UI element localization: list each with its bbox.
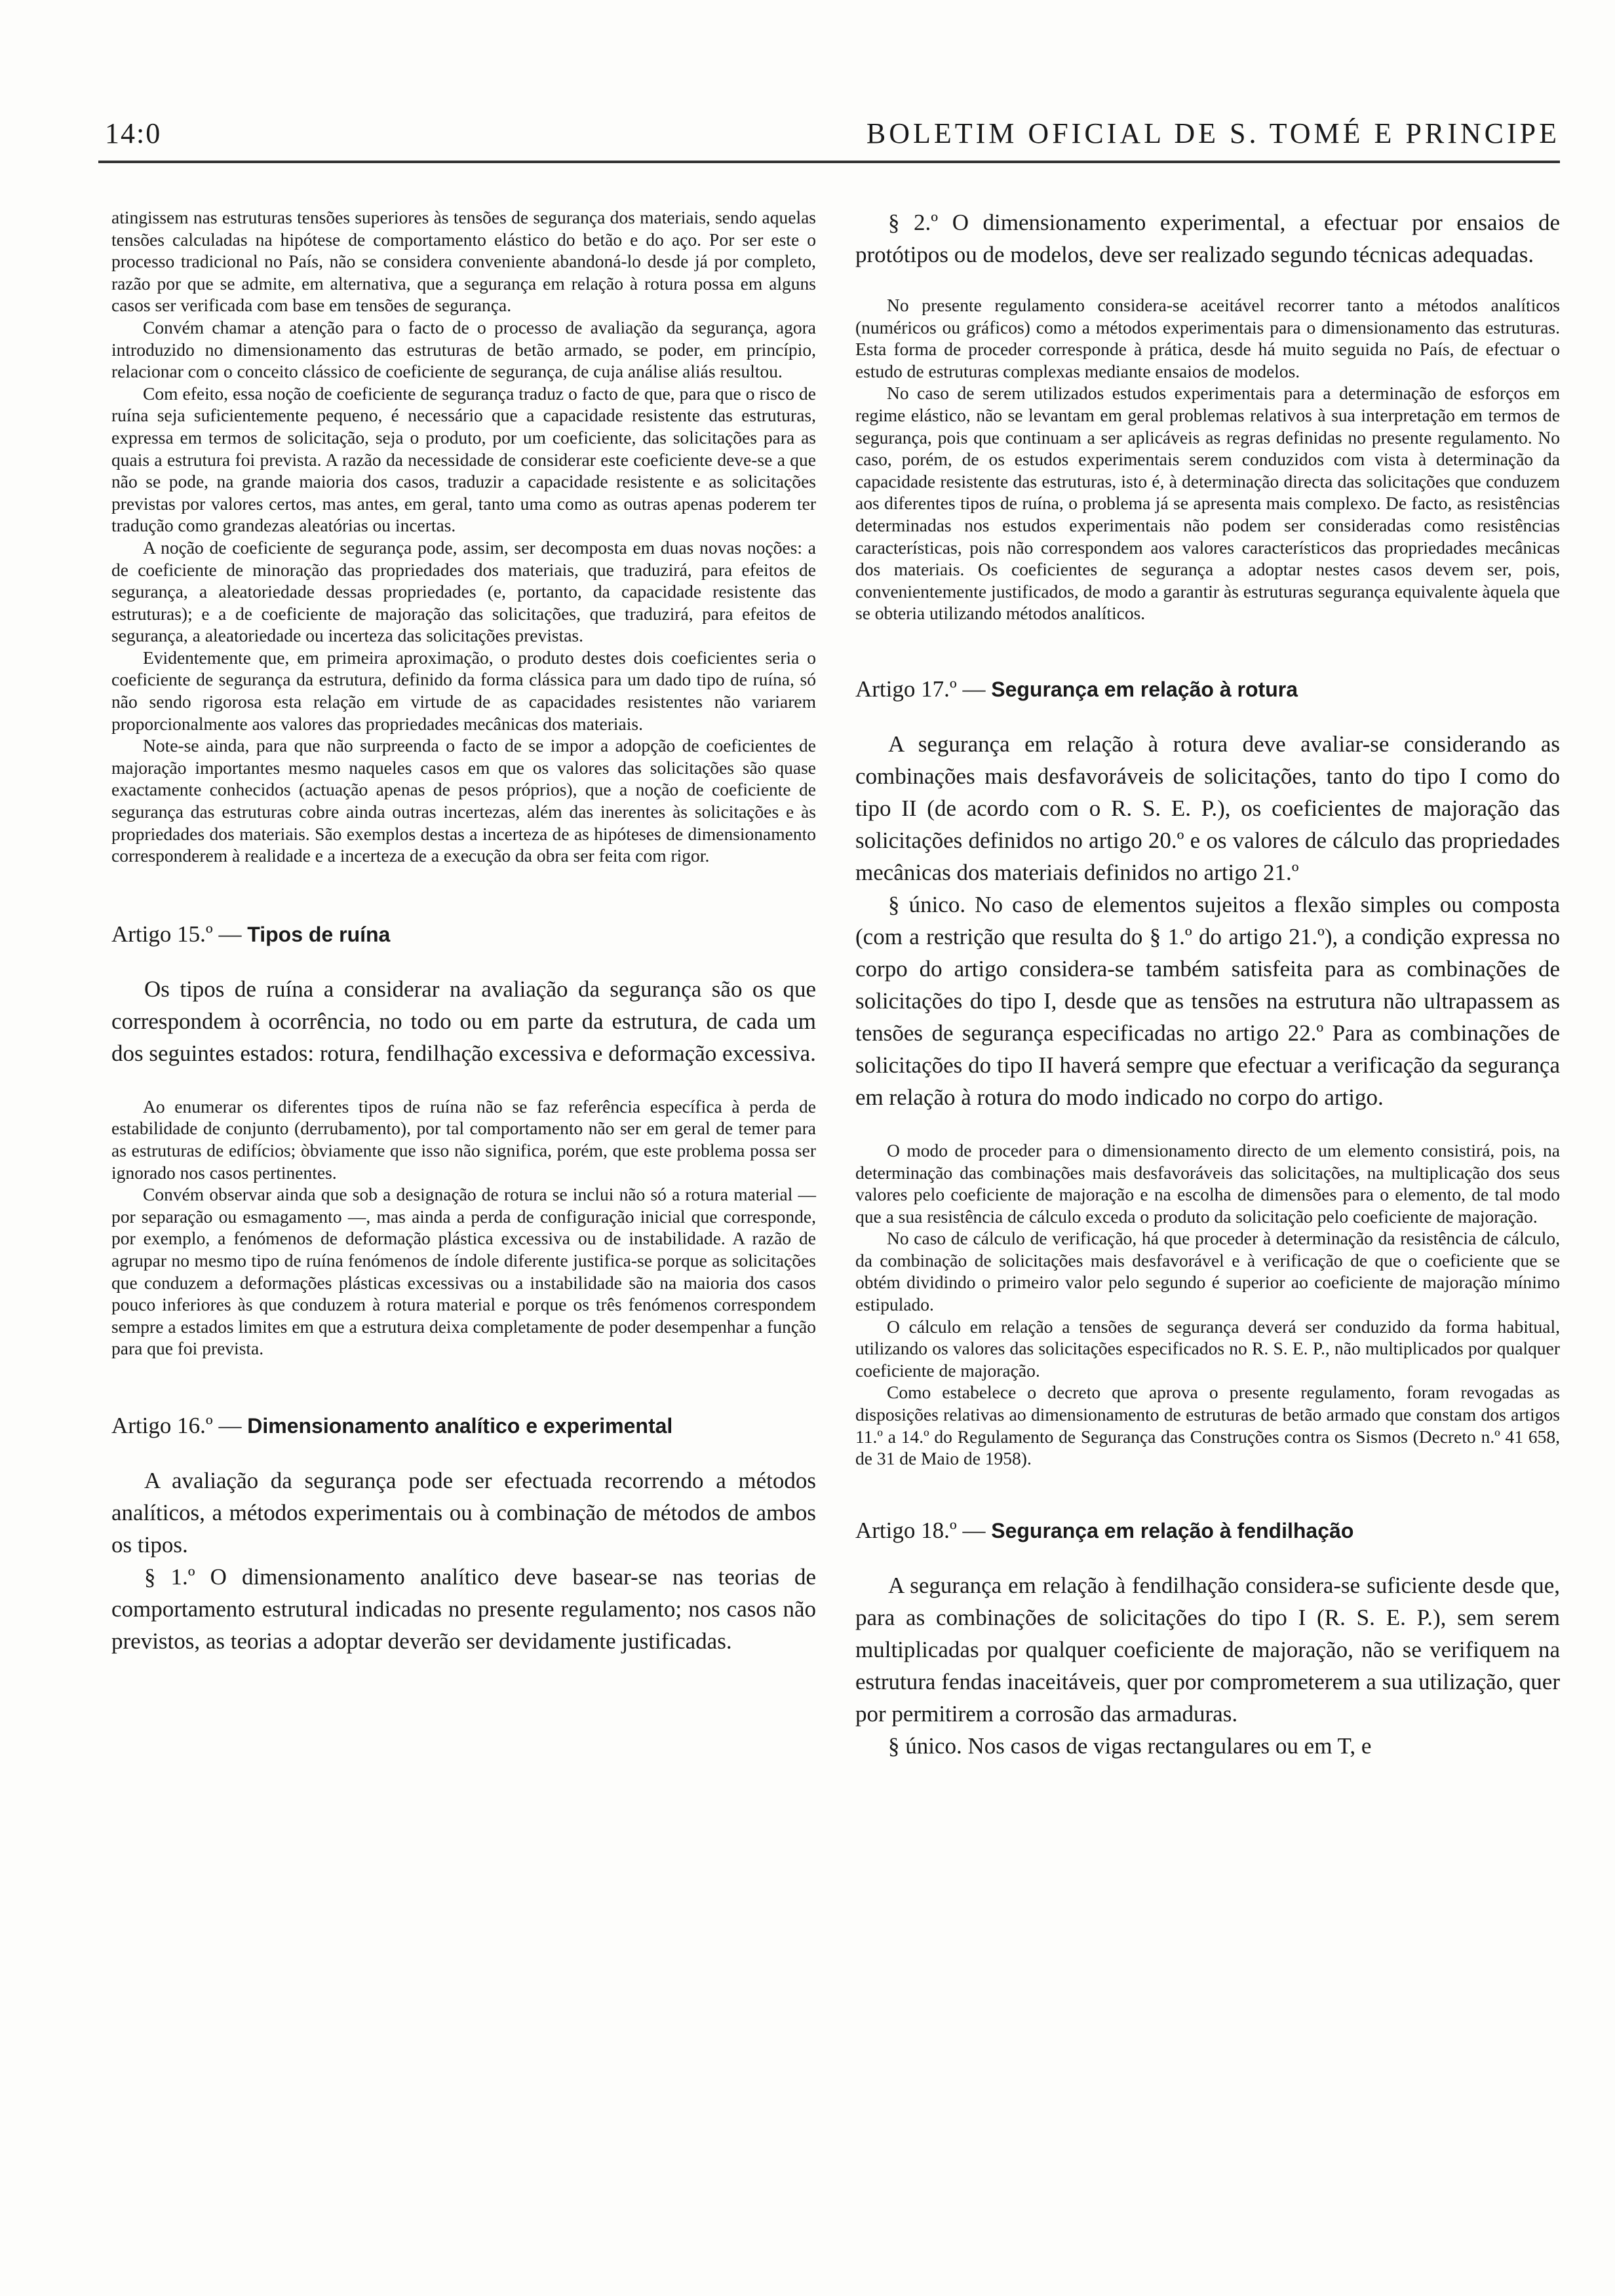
paragraph: Evidentemente que, em primeira aproximação, o produto destes dois coeficientes seria o coeficiente de segurança da estrutura, definido da forma clássica para um dado tipo de ruína, só não sendo rigorosa esta relação em virtude de as capacidades resistentes não variarem proporcionalmente aos valores das propriedades mecânicas dos materiais. xyxy=(111,647,816,734)
paragraph: O cálculo em relação a tensões de segurança deverá ser conduzido da forma habitual, utilizando os valores das solicitações especificados no R. S. E. P., não multiplicados por qualquer coeficiente de majoração. xyxy=(855,1316,1560,1381)
paragraph: Como estabelece o decreto que aprova o presente regulamento, foram revogadas as disposições relativas ao dimensionamento de estruturas de betão armado que constam dos artigos 11.º a 14.º do Regulamento de Segurança das Construções contra os Sismos (Decreto n.º 41 658, de 31 de Maio de 1958). xyxy=(855,1382,1560,1469)
article-label: Artigo 18.º — xyxy=(855,1517,986,1543)
article-label: Artigo 17.º — xyxy=(855,676,986,702)
paragraph: Convém observar ainda que sob a designação de rotura se inclui não só a rotura material — por separação ou esmagamento —, mas ainda a perda de configuração inicial que corresponde, por exemplo, a fenómenos de deformação plástica excessiva ou de instabilidade. A razão de agrupar no mesmo tipo de ruína fenómenos de índole diferente justifica-se porque as solicitações que conduzem a deformações plásticas excessivas ou a instabilidade são na maioria dos casos pouco inferiores às que conduzem à rotura material e porque os três fenómenos correspondem sempre a estados limites em que a estrutura deixa completamente de poder desempenhar a função para que foi prevista. xyxy=(111,1184,816,1359)
article-label: Artigo 16.º — xyxy=(111,1412,242,1438)
article-15-body xyxy=(111,973,816,1069)
article-label: Artigo 15.º — xyxy=(111,921,242,947)
paragraph: Ao enumerar os diferentes tipos de ruína não se faz referência específica à perda de estabilidade de conjunto (derrubamento), por tal comportamento não ser em geral de temer para as estruturas de edifícios; òbviamente que isso não significa, porém, que este problema possa ser ignorado nos casos pertinentes. xyxy=(111,1096,816,1183)
article-title: Tipos de ruína xyxy=(247,922,391,946)
paragraph: A noção de coeficiente de segurança pode, assim, ser decomposta em duas novas noções: a de coeficiente de minoração das propriedades dos materiais, que traduzirá, para efeitos de segurança, a aleatoriedade dessas propriedades (e, portanto, da capacidade resistente das estruturas); e a de coeficiente de majoração das solicitações, que traduzirá, para efeitos de segurança, a aleatoriedade ou incerteza das solicitações previstas. xyxy=(111,537,816,646)
paragraph: atingissem nas estruturas tensões superiores às tensões de segurança dos materiais, sendo aquelas tensões calculadas na hipótese de comportamento elástico do betão e do aço. Por ser este o processo tradicional no País, não se considera conveniente abandoná-lo desde já por completo, razão por que se admite, em alternativa, que a segurança em relação à rotura possa em alguns casos ser verificada com base em tensões de segurança. xyxy=(111,207,816,316)
page-number: 14:0 xyxy=(105,117,162,149)
left-column xyxy=(111,206,816,1657)
header-rule xyxy=(98,161,1560,163)
paragraph: A segurança em relação à fendilhação considera-se suficiente desde que, para as combinações de solicitações do tipo I (R. S. E. P.), sem serem multiplicadas por qualquer coeficiente de majoração, não se verifiquem na estrutura fendas inaceitáveis, quer por comprometerem a sua utilização, quer por permitirem a corrosão das armaduras. xyxy=(855,1572,1560,1727)
intro-notes xyxy=(111,206,816,867)
paragraph: A segurança em relação à rotura deve avaliar-se considerando as combinações mais desfavoráveis de solicitações, tanto do tipo I como do tipo II (de acordo com o R. S. E. P.), os coeficientes de majoração das solicitações definidos no artigo 20.º e os valores de cálculo das propriedades mecânicas dos materiais definidos no artigo 21.º xyxy=(855,731,1560,885)
article-18-body xyxy=(855,1569,1560,1762)
paragraph: Os tipos de ruína a considerar na avaliação da segurança são os que correspondem à ocorrência, no todo ou em parte da estrutura, de cada um dos seguintes estados: rotura, fendilhação excessiva e deformação excessiva. xyxy=(111,976,816,1066)
article-17-notes xyxy=(855,1139,1560,1470)
article-17-body xyxy=(855,728,1560,1113)
paragraph: O modo de proceder para o dimensionamento directo de um elemento consistirá, pois, na determinação das combinações mais desfavoráveis das solicitações, na multiplicação dos seus valores pelo coeficiente de majoração e na escolha de dimensões para o elemento, de tal modo que a sua resistência de cálculo exceda o produto da solicitação pelo coeficiente de majoração. xyxy=(855,1139,1560,1227)
right-column xyxy=(855,206,1560,1762)
paragraph: No caso de serem utilizados estudos experimentais para a determinação de esforços em regime elástico, não se levantam em geral problemas relativos à sua interpretação em termos de segurança, pois que continuam a ser aplicáveis as regras definidas no presente regulamento. No caso, porém, de os estudos experimentais serem conduzidos com vista à determinação da capacidade resistente das estruturas, isto é, à determinação directa das solicitações que conduzem aos diferentes tipos de ruína, o problema já se apresenta mais complexo. De facto, as resistências determinadas nos estudos experimentais não podem ser consideradas como resistências características, pois não correspondem aos valores característicos das propriedades mecânicas dos materiais. Os coeficientes de segurança a adoptar nestes casos devem ser, pois, convenientemente justificados, de modo a garantir às estruturas segurança equivalente àquela que se obteria utilizando métodos analíticos. xyxy=(855,383,1560,624)
paragraph: Note-se ainda, para que não surpreenda o facto de se impor a adopção de coeficientes de majoração importantes mesmo naqueles casos em que os valores das solicitações são quase exactamente conhecidos (actuação apenas de pesos próprios), que a noção de coeficiente de segurança das estruturas cobre ainda outras incertezas, além das inerentes às solicitações e às propriedades dos materiais. São exemplos destas a incerteza de as hipóteses de dimensionamento corresponderem à realidade e a incerteza de a execução da obra ser feita com rigor. xyxy=(111,735,816,866)
page-header xyxy=(105,105,1560,164)
article-title: Dimensionamento analítico e experimental xyxy=(247,1413,673,1438)
article-18-heading xyxy=(855,1516,1560,1546)
article-17-heading xyxy=(855,674,1560,704)
article-16-body xyxy=(111,1464,816,1657)
article-16-heading xyxy=(111,1411,816,1441)
publication-title: BOLETIM OFICIAL DE S. TOMÉ E PRINCIPE xyxy=(866,117,1560,149)
article-15-heading xyxy=(111,919,816,949)
paragraph: No caso de cálculo de verificação, há que proceder à determinação da resistência de cálculo, da combinação de solicitações mais desfavorável e à verificação de que o coeficiente que se obtém dividindo o primeiro valor pelo segundo é superior ao coeficiente de majoração mínimo estipulado. xyxy=(855,1228,1560,1315)
paragraph: Com efeito, essa noção de coeficiente de segurança traduz o facto de que, para que o risco de ruína seja suficientemente pequeno, é necessário que a capacidade resistente das estruturas, expressa em termos de solicitação, seja o produto, por um coeficiente, das solicitações para as quais a estrutura foi prevista. A razão da necessidade de considerar este coeficiente deve-se a que não se pode, na grande maioria dos casos, traduzir a capacidade resistente e as solicitações previstas por valores certos, mas antes, em geral, tanto uma como as outras apenas poderem ter tradução como grandezas aleatórias ou incertas. xyxy=(111,383,816,536)
paragraph: Convém chamar a atenção para o facto de o processo de avaliação da segurança, agora introduzido no dimensionamento das estruturas de betão armado, se poder, em princípio, relacionar com o conceito clássico de coeficiente de segurança, de cuja análise aliás resultou. xyxy=(111,316,816,382)
paragraph: § único. No caso de elementos sujeitos a flexão simples ou composta (com a restrição que resulta do § 1.º do artigo 21.º), a condição expressa no corpo do artigo considera-se também satisfeita para as combinações de solicitações do tipo I, desde que as tensões na estrutura não ultrapassem as tensões de segurança especificadas no artigo 22.º Para as combinações de solicitações do tipo II haverá sempre que efectuar a verificação da segurança em relação à rotura do modo indicado no corpo do artigo. xyxy=(855,891,1560,1110)
paragraph: § único. Nos casos de vigas rectangulares ou em T, e xyxy=(888,1732,1372,1759)
article-title: Segurança em relação à fendilhação xyxy=(991,1518,1354,1542)
paragraph: § 1.º O dimensionamento analítico deve basear-se nas teorias de comportamento estrutural indicadas no presente regulamento; nos casos não previstos, as teorias a adoptar deverão ser devidamente justificadas. xyxy=(111,1563,816,1654)
article-15-notes xyxy=(111,1096,816,1360)
paragraph: No presente regulamento considera-se aceitável recorrer tanto a métodos analíticos (numéricos ou gráficos) como a métodos experimentais para o dimensionamento das estruturas. Esta forma de proceder corresponde à prática, desde há muito seguida no País, de efectuar o estudo de estruturas complexas mediante ensaios de modelos. xyxy=(855,295,1560,381)
article-16-notes xyxy=(855,294,1560,624)
paragraph: A avaliação da segurança pode ser efectuada recorrendo a métodos analíticos, a métodos experimentais ou à combinação de métodos de ambos os tipos. xyxy=(111,1467,816,1558)
paragraph: § 2.º O dimensionamento experimental, a efectuar por ensaios de protótipos ou de modelos, deve ser realizado segundo técnicas adequadas. xyxy=(855,210,1560,267)
article-16-continued xyxy=(855,206,1560,271)
article-title: Segurança em relação à rotura xyxy=(991,677,1298,701)
